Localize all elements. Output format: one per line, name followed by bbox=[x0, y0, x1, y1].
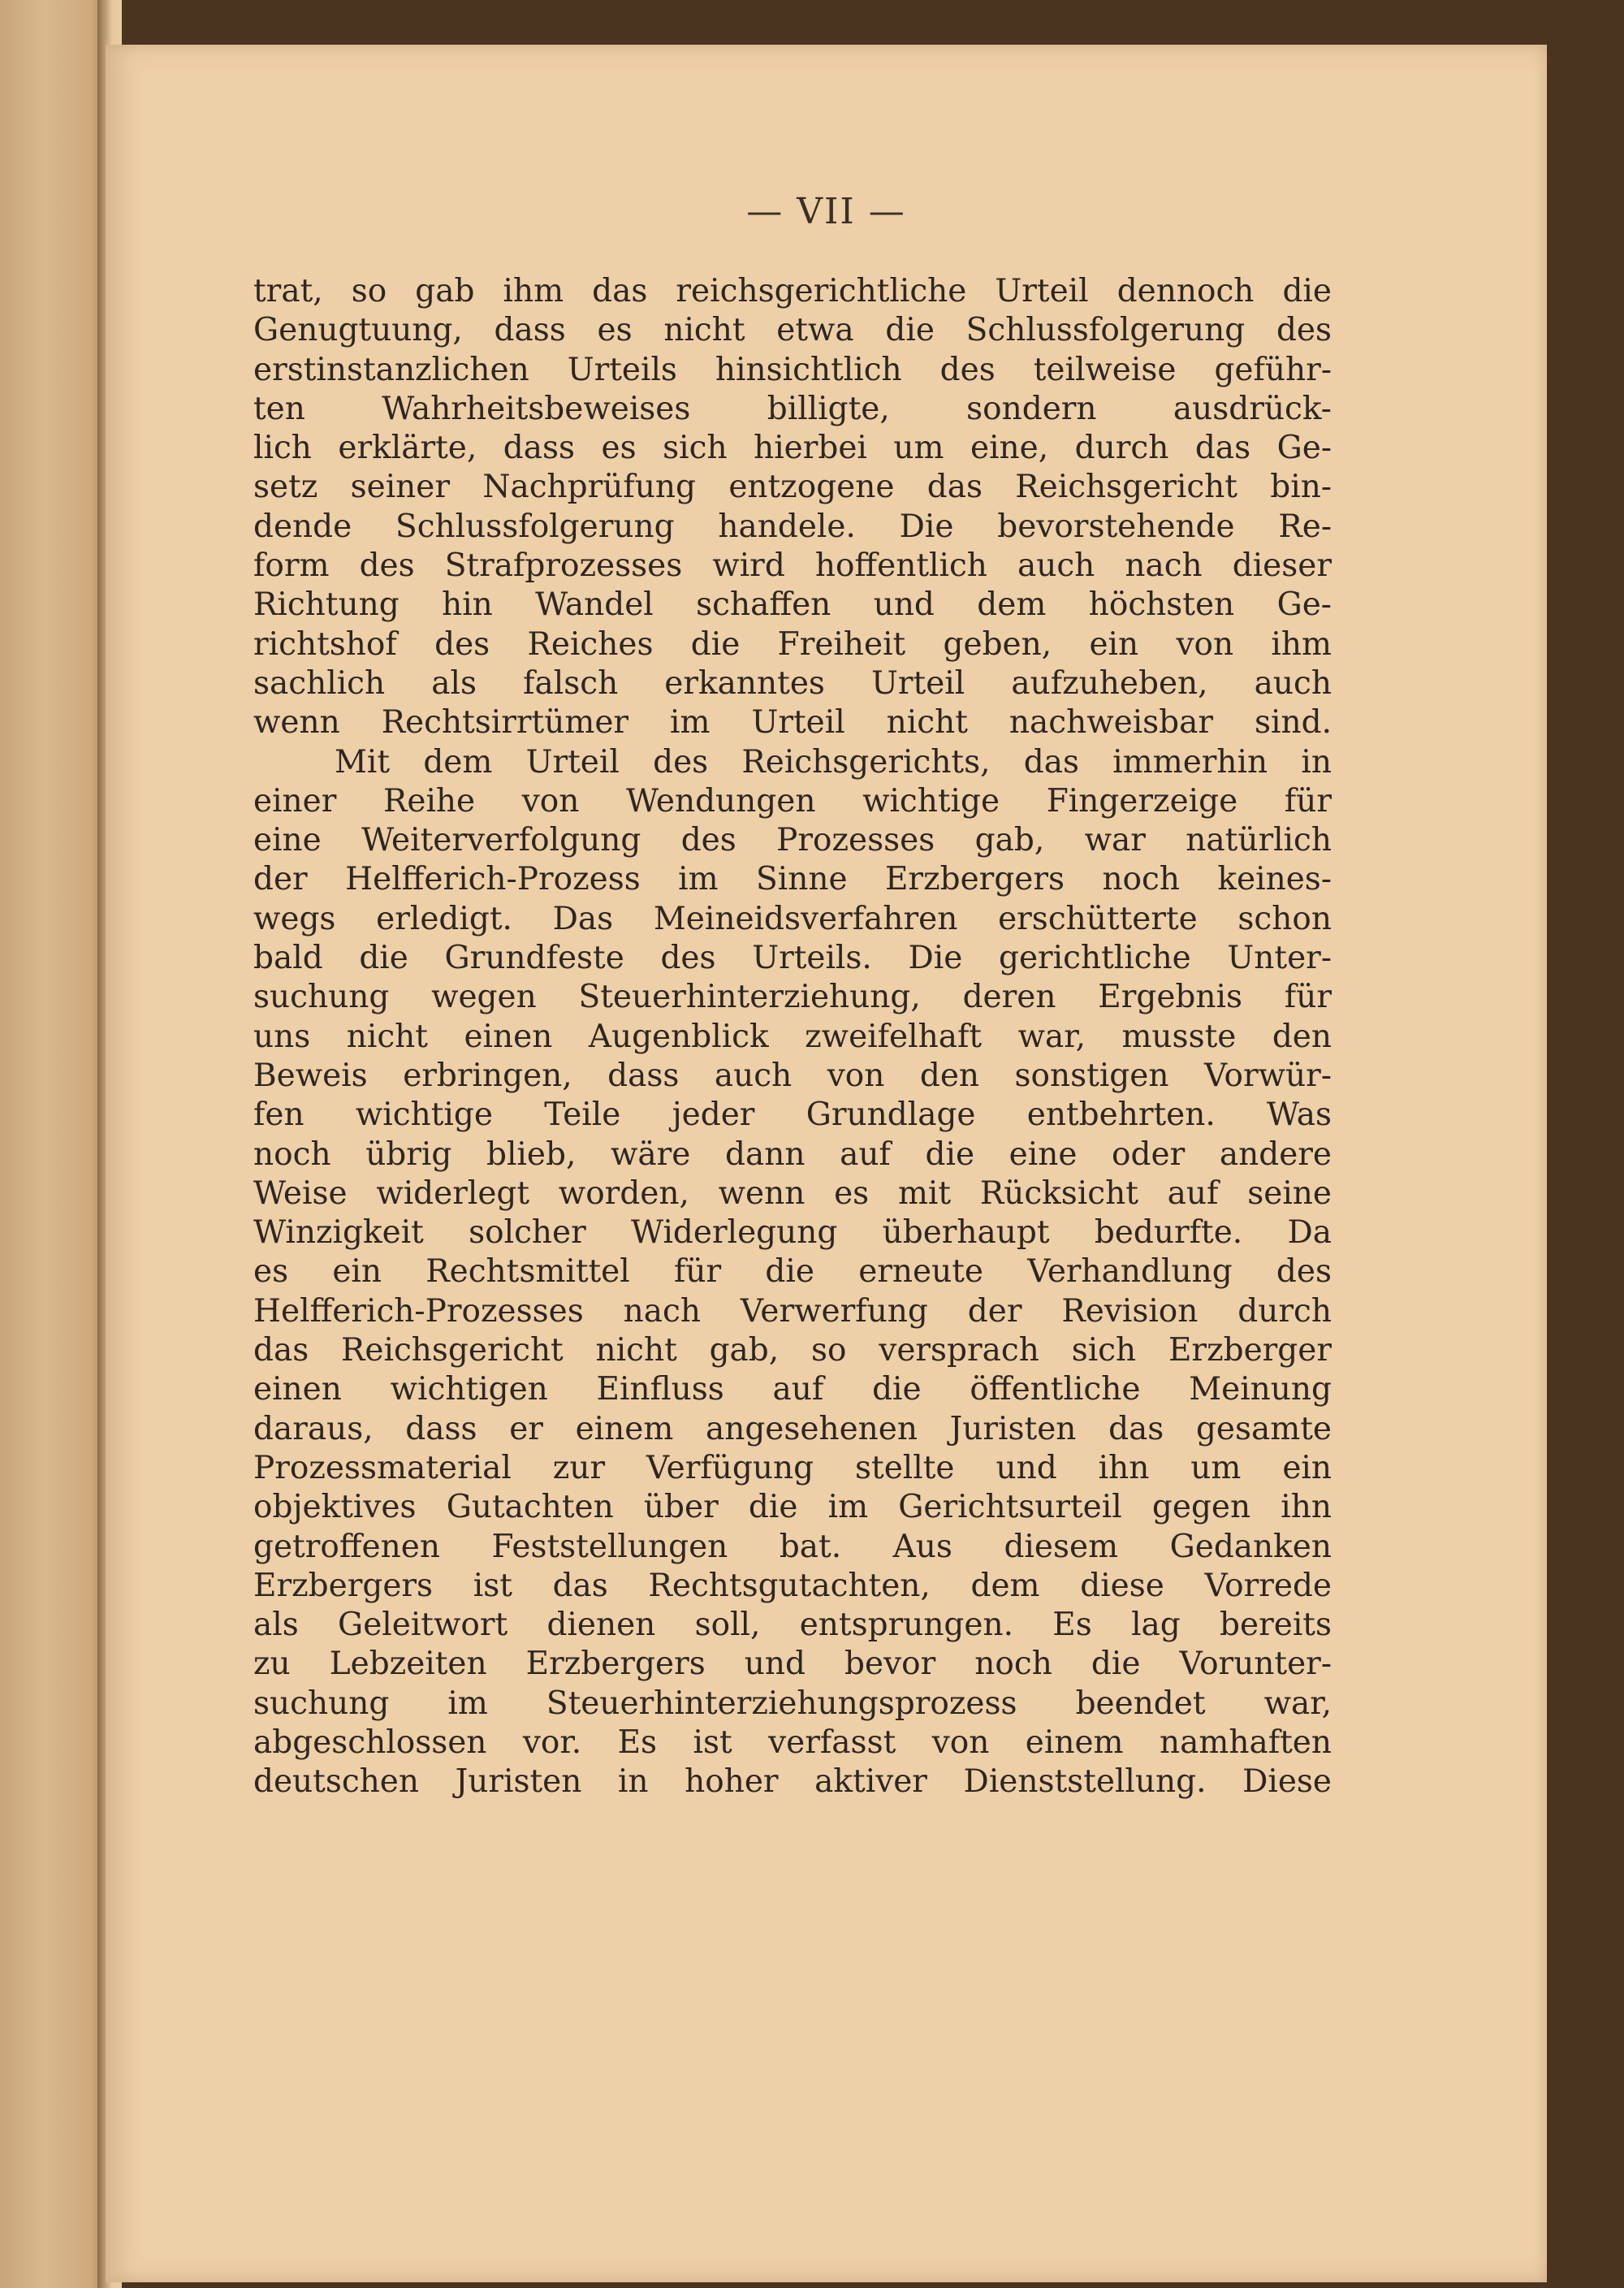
right-page bbox=[106, 45, 1547, 2282]
text-line: es ein Rechtsmittel für die erneute Verhandlung des bbox=[253, 1253, 1332, 1291]
text-line-paragraph-start: Mit dem Urteil des Reichsgerichts, das immerhin in bbox=[335, 743, 1332, 781]
text-line: das Reichsgericht nicht gab, so versprach sich Erzberger bbox=[253, 1332, 1332, 1369]
text-line: zu Lebzeiten Erzbergers und bevor noch die Vorunter- bbox=[253, 1646, 1332, 1683]
text-line: Erzbergers ist das Rechtsgutachten, dem diese Vorrede bbox=[253, 1567, 1332, 1604]
text-line: erstinstanzlichen Urteils hinsichtlich des teilweise geführ- bbox=[253, 351, 1332, 388]
left-page-edge bbox=[0, 0, 114, 2288]
text-line: getroffenen Feststellungen bat. Aus diesem Gedanken bbox=[253, 1528, 1332, 1565]
text-line: bald die Grundfeste des Urteils. Die gerichtliche Unter- bbox=[253, 940, 1332, 977]
text-line: objektives Gutachten über die im Gerichtsurteil gegen ihn bbox=[253, 1489, 1332, 1526]
text-line: setz seiner Nachprüfung entzogene das Reichsgericht bin- bbox=[253, 469, 1332, 506]
text-line: dende Schlussfolgerung handele. Die bevorstehende Re- bbox=[253, 508, 1332, 545]
text-line: Genugtuung, dass es nicht etwa die Schlussfolgerung des bbox=[253, 312, 1332, 349]
page-number: — VII — bbox=[746, 191, 906, 232]
text-line: suchung im Steuerhinterziehungsprozess beendet war, bbox=[253, 1685, 1332, 1722]
text-line: daraus, dass er einem angesehenen Juristen das gesamte bbox=[253, 1410, 1332, 1447]
text-line: richtshof des Reiches die Freiheit geben, ein von ihm bbox=[253, 625, 1332, 663]
text-line: einen wichtigen Einfluss auf die öffentliche Meinung bbox=[253, 1371, 1332, 1408]
text-line: Helfferich-Prozesses nach Verwerfung der Revision durch bbox=[253, 1292, 1332, 1330]
text-line: suchung wegen Steuerhinterziehung, deren Ergebnis für bbox=[253, 979, 1332, 1016]
text-line: wenn Rechtsirrtümer im Urteil nicht nachweisbar sind. bbox=[253, 704, 1332, 742]
text-line: der Helfferich-Prozess im Sinne Erzbergers noch keines- bbox=[253, 861, 1332, 898]
text-line: trat, so gab ihm das reichsgerichtliche Urteil dennoch die bbox=[253, 273, 1332, 309]
text-line: Prozessmaterial zur Verfügung stellte und ihn um ein bbox=[253, 1449, 1332, 1486]
text-line: fen wichtige Teile jeder Grundlage entbehrten. Was bbox=[253, 1096, 1332, 1134]
text-line: Beweis erbringen, dass auch von den sonstigen Vorwür- bbox=[253, 1057, 1332, 1094]
text-line: form des Strafprozesses wird hoffentlich auch nach dieser bbox=[253, 547, 1332, 585]
text-line: Winzigkeit solcher Widerlegung überhaupt bedurfte. Da bbox=[253, 1214, 1332, 1252]
text-line: Weise widerlegt worden, wenn es mit Rücksicht auf seine bbox=[253, 1174, 1332, 1212]
text-line: als Geleitwort dienen soll, entsprungen. Es lag bereits bbox=[253, 1607, 1332, 1644]
text-line: ten Wahrheitsbeweises billigte, sondern ausdrück- bbox=[253, 390, 1332, 427]
text-line: eine Weiterverfolgung des Prozesses gab, war natürlich bbox=[253, 822, 1332, 859]
text-line: Richtung hin Wandel schaffen und dem höchsten Ge- bbox=[253, 586, 1332, 624]
text-line: sachlich als falsch erkanntes Urteil aufzuheben, auch bbox=[253, 664, 1332, 702]
text-line: uns nicht einen Augenblick zweifelhaft war, musste den bbox=[253, 1018, 1332, 1055]
text-line: wegs erledigt. Das Meineidsverfahren erschütterte schon bbox=[253, 900, 1332, 937]
body-text bbox=[253, 272, 1332, 1802]
text-line: lich erklärte, dass es sich hierbei um eine, durch das Ge- bbox=[253, 430, 1332, 467]
text-line: deutschen Juristen in hoher aktiver Dienststellung. Diese bbox=[253, 1763, 1332, 1801]
text-line: abgeschlossen vor. Es ist verfasst von einem namhaften bbox=[253, 1724, 1332, 1761]
text-line: einer Reihe von Wendungen wichtige Fingerzeige für bbox=[253, 782, 1332, 820]
text-line: noch übrig blieb, wäre dann auf die eine oder andere bbox=[253, 1135, 1332, 1173]
